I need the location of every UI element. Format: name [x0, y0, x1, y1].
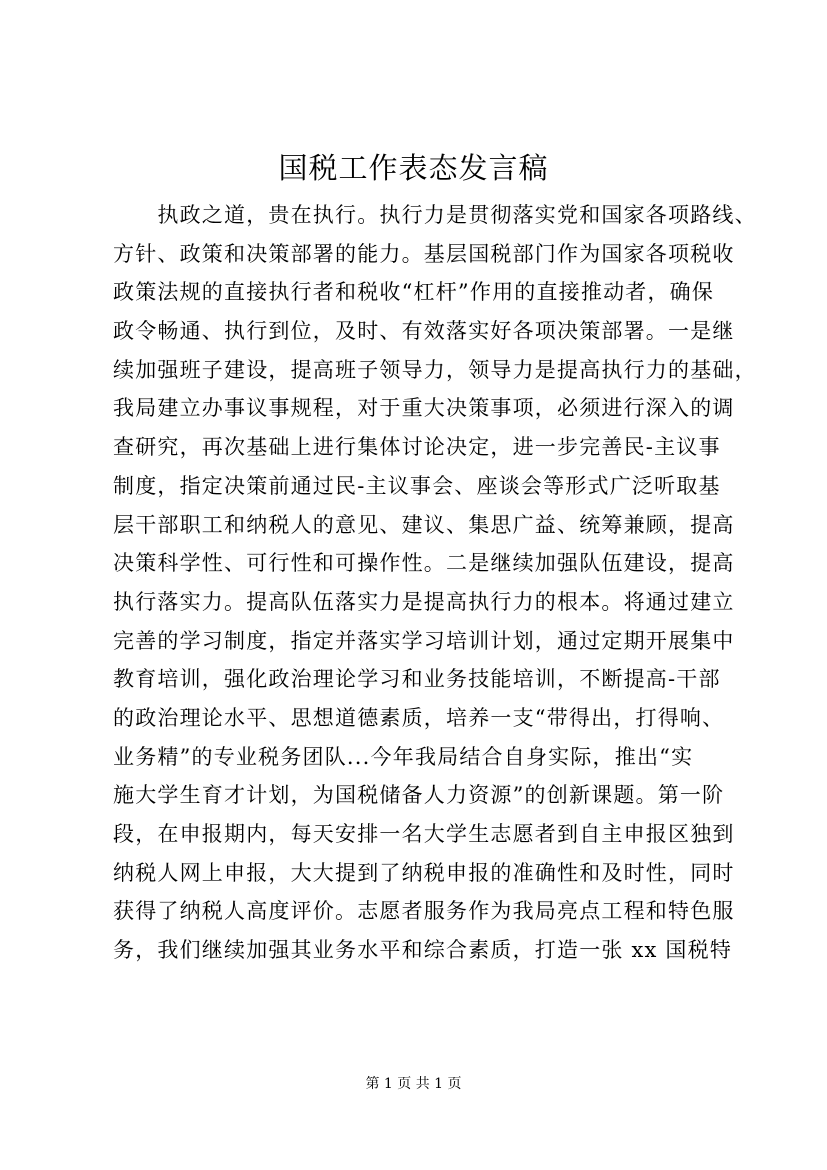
body-line: 政策法规的直接执行者和税收“杠杆”作用的直接推动者，确保	[113, 280, 715, 305]
body-line: 教育培训，强化政治理论学习和业务技能培训，不断提高-干部	[113, 667, 721, 692]
page-footer: 第 1 页 共 1 页	[365, 1076, 462, 1092]
body-line: 制度，指定决策前通过民-主议事会、座谈会等形式广泛听取基	[113, 473, 721, 498]
body-line: 执政之道，贵在执行。执行力是贯彻落实党和国家各项路线、	[113, 203, 757, 227]
body-line: 层干部职工和纳税人的意见、建议、集思广益、统筹兼顾，提高	[113, 512, 735, 537]
body-line: 查研究，再次基础上进行集体讨论决定，进一步完善民-主议事	[113, 435, 721, 460]
body-line: 段，在申报期内，每天安排一名大学生志愿者到自主申报区独到	[113, 822, 735, 846]
body-line: 执行落实力。提高队伍落实力是提高执行力的根本。将通过建立	[113, 589, 735, 614]
document-body	[113, 196, 757, 970]
body-line: 的政治理论水平、思想道德素质，培养一支“带得出，打得响、	[113, 705, 725, 730]
body-line: 业务精”的专业税务团队...今年我局结合自身实际，推出“实	[113, 744, 694, 769]
document-title: 国税工作表态发言稿	[278, 151, 549, 185]
body-line: 方针、政策和决策部署的能力。基层国税部门作为国家各项税收	[113, 241, 735, 266]
body-line: 完善的学习制度，指定并落实学习培训计划，通过定期开展集中	[113, 628, 735, 653]
body-line: 务，我们继续加强其业务水平和综合素质，打造一张 xx 国税特	[113, 938, 733, 963]
body-line: 决策科学性、可行性和可操作性。二是继续加强队伍建设，提高	[113, 551, 735, 576]
body-line: 续加强班子建设，提高班子领导力，领导力是提高执行力的基础，	[113, 357, 757, 382]
body-line: 政令畅通、执行到位，及时、有效落实好各项决策部署。一是继	[113, 319, 735, 344]
body-line: 施大学生育才计划，为国税储备人力资源”的创新课题。第一阶	[113, 783, 725, 808]
body-line: 获得了纳税人高度评价。志愿者服务作为我局亮点工程和特色服	[113, 899, 735, 924]
body-line: 纳税人网上申报，大大提到了纳税申报的准确性和及时性，同时	[113, 860, 735, 885]
body-line: 我局建立办事议事规程，对于重大决策事项，必须进行深入的调	[113, 396, 735, 421]
